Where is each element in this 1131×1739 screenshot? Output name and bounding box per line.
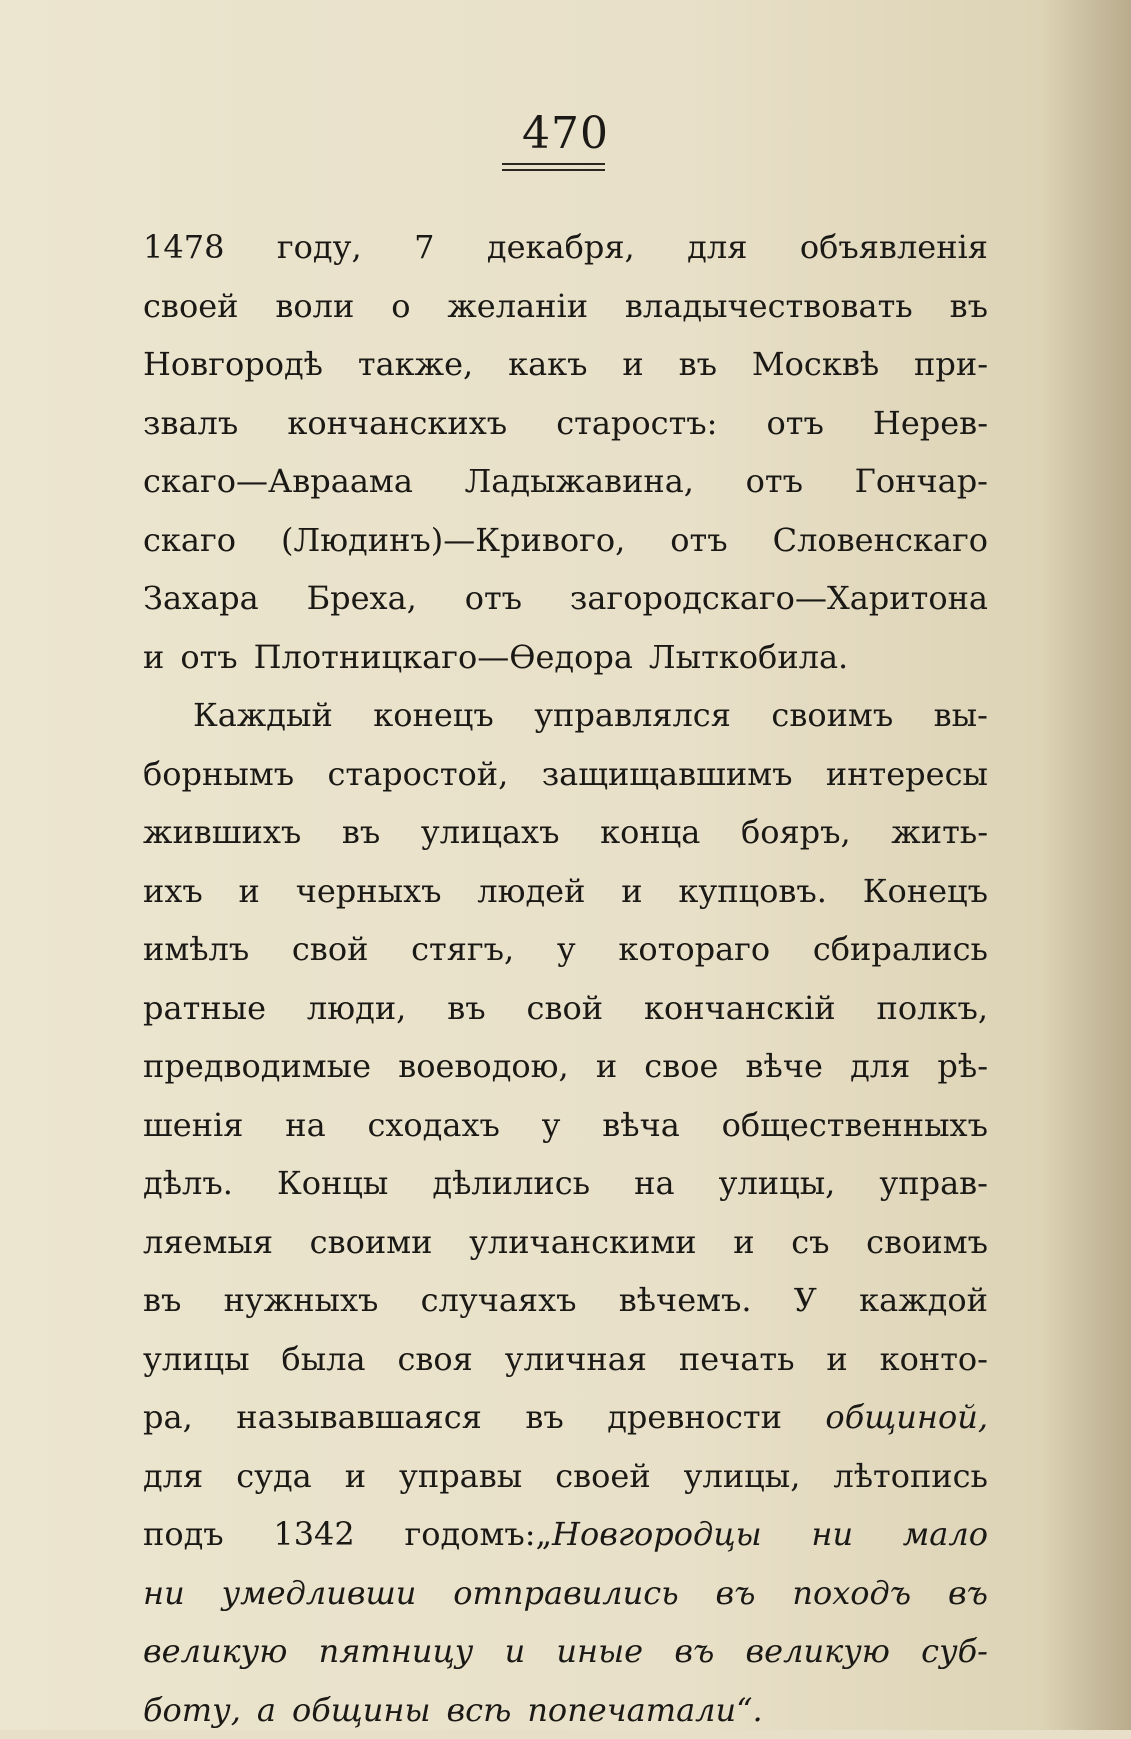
text-word: У (794, 1271, 817, 1330)
text-word: ляемыя (143, 1213, 273, 1272)
text-word: желаніи (447, 277, 588, 336)
text-word: была (281, 1330, 365, 1389)
text-word: походъ (792, 1564, 911, 1623)
text-word: въ (948, 1564, 988, 1623)
text-line (143, 1213, 988, 1272)
text-line (143, 745, 988, 804)
text-word: шенія (143, 1096, 243, 1155)
text-word: жившихъ (143, 803, 301, 862)
text-word: великую (746, 1622, 890, 1681)
text-word: дѣлились (432, 1154, 590, 1213)
text-word: объявленія (800, 218, 988, 277)
text-word: бояръ, (741, 803, 851, 862)
text-line (143, 803, 988, 862)
text-word: уличная (505, 1330, 647, 1389)
text-line (143, 335, 988, 394)
text-word: для (850, 1037, 910, 1096)
text-line (143, 1681, 988, 1739)
text-word: воеводою, (398, 1037, 569, 1096)
text-word: для (687, 218, 747, 277)
text-word: отъ (180, 628, 237, 687)
text-word: улицахъ (421, 803, 560, 862)
text-word: называвшаяся (236, 1388, 482, 1447)
text-word: въ (679, 335, 717, 394)
text-word: Гончар- (855, 452, 988, 511)
text-line (143, 1037, 988, 1096)
text-word: и (596, 1037, 617, 1096)
text-word: стягъ, (411, 920, 514, 979)
text-word: Каждый (193, 686, 333, 745)
text-word: звалъ (143, 394, 238, 453)
text-word: имѣлъ (143, 920, 249, 979)
text-word: въ (950, 277, 988, 336)
text-word: а (257, 1681, 276, 1739)
text-word: Ладыжавина, (465, 452, 694, 511)
text-word: ратные (143, 979, 266, 1038)
text-word: сбирались (813, 920, 988, 979)
text-word: умедливши (222, 1564, 417, 1623)
text-line (143, 277, 988, 336)
text-word: и (733, 1213, 754, 1272)
text-word: нужныхъ (224, 1271, 379, 1330)
text-word: боту, (143, 1681, 241, 1739)
text-word: отъ (670, 511, 727, 570)
text-word: скаго (143, 511, 236, 570)
text-word: и (622, 335, 643, 394)
text-word: 1478 (143, 218, 224, 277)
text-word: люди, (307, 979, 406, 1038)
text-word: и (345, 1447, 366, 1506)
text-line (143, 1622, 988, 1681)
text-word: своей (143, 277, 238, 336)
text-line (143, 1505, 988, 1564)
text-word: котораго (618, 920, 770, 979)
text-word: въ (447, 979, 485, 1038)
text-word: мало (903, 1505, 988, 1564)
text-word: всѣ (447, 1681, 512, 1739)
text-word: вѣче (746, 1037, 823, 1096)
text-word: древности (607, 1388, 782, 1447)
text-word (404, 1505, 761, 1564)
text-word: отъ (746, 452, 803, 511)
page-number-rule (502, 169, 605, 171)
text-word: 1342 (273, 1505, 354, 1564)
text-line (143, 628, 988, 687)
text-line (143, 862, 988, 921)
text-word: предводимые (143, 1037, 371, 1096)
text-word: старостой, (327, 745, 508, 804)
text-word: конца (600, 803, 700, 862)
text-line (143, 1154, 988, 1213)
text-word: свой (292, 920, 369, 979)
text-word: Плотницкаго—Өедора (254, 628, 633, 687)
text-word: свой (527, 979, 604, 1038)
text-word: Бреха, (307, 569, 417, 628)
text-word: и (239, 862, 260, 921)
text-word: 7 (414, 218, 434, 277)
text-line (143, 569, 988, 628)
text-word: въ (143, 1271, 181, 1330)
text-word: и (505, 1622, 526, 1681)
text-word-part: Новгородцы (552, 1515, 762, 1553)
body-text (143, 218, 988, 1739)
text-word: уличанскими (469, 1213, 697, 1272)
text-word: декабря, (487, 218, 635, 277)
text-word: у (542, 1096, 561, 1155)
text-word: общиной, (825, 1388, 988, 1447)
text-word: общественныхъ (722, 1096, 988, 1155)
text-word-part: годомъ:„ (404, 1515, 552, 1553)
text-word: у (557, 920, 576, 979)
text-line (143, 686, 988, 745)
text-word: печать (679, 1330, 795, 1389)
text-word: своей (555, 1447, 650, 1506)
text-line (143, 1447, 988, 1506)
text-word: своимъ (866, 1213, 988, 1272)
text-word: отправились (453, 1564, 678, 1623)
text-word: съ (791, 1213, 829, 1272)
text-word: дѣлъ. (143, 1154, 233, 1213)
text-word: жить- (891, 803, 988, 862)
text-word: купцовъ. (678, 862, 827, 921)
text-word: конецъ (373, 686, 493, 745)
text-word: на (285, 1096, 325, 1155)
page-number: 470 (0, 108, 1131, 159)
text-word: загородскаго—Харитона (570, 569, 988, 628)
text-word: суб- (921, 1622, 988, 1681)
text-line (143, 1096, 988, 1155)
text-word: управлялся (534, 686, 731, 745)
text-word: Лыткобила. (649, 628, 848, 687)
text-word: также, (358, 335, 473, 394)
text-word: въ (525, 1388, 563, 1447)
text-word: лѣтопись (833, 1447, 988, 1506)
text-word: вѣча (602, 1096, 680, 1155)
text-word: полкъ, (877, 979, 988, 1038)
text-word: случаяхъ (421, 1271, 577, 1330)
text-word: воли (275, 277, 354, 336)
text-word: улицы, (684, 1447, 801, 1506)
text-word: подъ (143, 1505, 224, 1564)
text-word: на (634, 1154, 674, 1213)
text-word: при- (914, 335, 988, 394)
text-word: конто- (880, 1330, 988, 1389)
text-word: отъ (767, 394, 824, 453)
text-line (143, 394, 988, 453)
text-word: въ (716, 1564, 756, 1623)
text-word: попечатали“. (527, 1681, 762, 1739)
text-word: и (621, 862, 642, 921)
text-line (143, 1388, 988, 1447)
text-word: ни (811, 1505, 853, 1564)
text-word: свое (644, 1037, 718, 1096)
text-word: защищавшимъ (542, 745, 793, 804)
text-word: черныхъ (296, 862, 442, 921)
text-word: своимъ (771, 686, 893, 745)
text-word: и (826, 1330, 847, 1389)
text-word: общины (292, 1681, 431, 1739)
text-word: въ (674, 1622, 714, 1681)
text-word: улицы (143, 1330, 250, 1389)
text-word: году, (277, 218, 362, 277)
text-word: Конецъ (863, 862, 988, 921)
page-number-rule (502, 163, 605, 165)
text-word: управы (399, 1447, 522, 1506)
text-word: пятницу (319, 1622, 474, 1681)
text-word: своя (397, 1330, 472, 1389)
text-word: для (143, 1447, 203, 1506)
text-word: великую (143, 1622, 287, 1681)
text-word: Новгородѣ (143, 335, 323, 394)
text-line (143, 1330, 988, 1389)
text-word: ни (143, 1564, 185, 1623)
text-line (143, 920, 988, 979)
text-word: Захара (143, 569, 259, 628)
text-line (143, 511, 988, 570)
text-word: кончанскій (644, 979, 836, 1038)
text-word: вы- (934, 686, 988, 745)
text-word: Концы (277, 1154, 388, 1213)
text-word: борнымъ (143, 745, 294, 804)
text-word: кончанскихъ (287, 394, 507, 453)
text-word: какъ (508, 335, 587, 394)
text-word: (Людинъ)—Кривого, (281, 511, 625, 570)
text-word: сходахъ (367, 1096, 499, 1155)
text-word: ихъ (143, 862, 203, 921)
text-word: въ (342, 803, 380, 862)
text-line (143, 218, 988, 277)
text-line (143, 452, 988, 511)
text-word: управ- (879, 1154, 988, 1213)
text-word: улицы, (719, 1154, 836, 1213)
text-word: своими (310, 1213, 433, 1272)
text-word: Москвѣ (752, 335, 879, 394)
text-word: старостъ: (556, 394, 717, 453)
text-word: вѣчемъ. (619, 1271, 752, 1330)
text-line (143, 1271, 988, 1330)
text-word: суда (236, 1447, 312, 1506)
text-word: Нерев- (873, 394, 988, 453)
text-word: Словенскаго (773, 511, 988, 570)
text-word: иные (556, 1622, 643, 1681)
text-word: каждой (859, 1271, 988, 1330)
text-word: и (143, 628, 164, 687)
text-word: владычествовать (625, 277, 913, 336)
text-line (143, 1564, 988, 1623)
text-word: интересы (826, 745, 988, 804)
text-word: рѣ- (937, 1037, 988, 1096)
text-word: отъ (465, 569, 522, 628)
text-line (143, 979, 988, 1038)
text-word: людей (477, 862, 585, 921)
text-word: скаго—Авраама (143, 452, 413, 511)
text-word: о (391, 277, 410, 336)
text-word: ра, (143, 1388, 193, 1447)
